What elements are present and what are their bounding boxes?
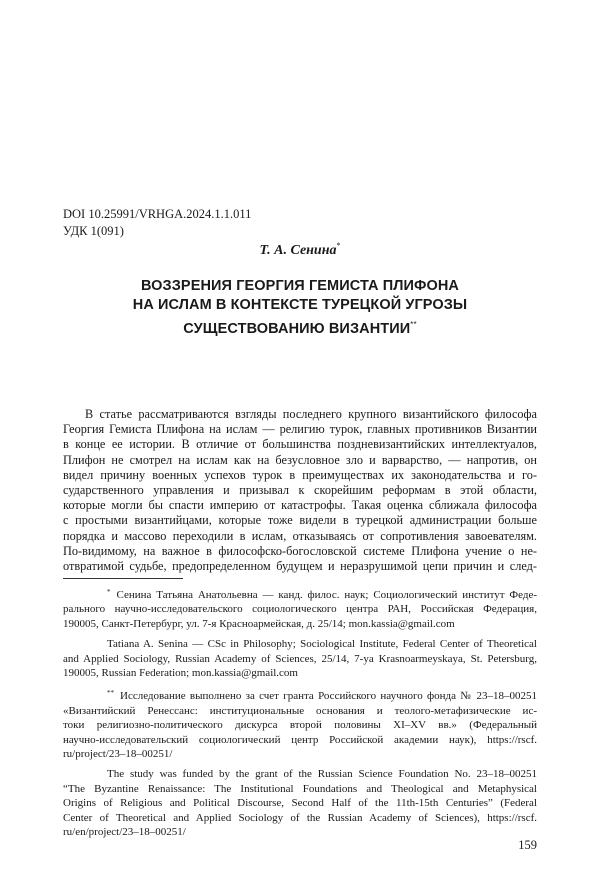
footnote-line: токи религиозно-политического дискурса второй половины XI–XV вв.» (Федеральный: [63, 719, 537, 732]
title-line: [60, 315, 540, 339]
footnote-line: научно-исследовательский социологический центр Российской академии наук), https://rscf.: [63, 733, 537, 746]
footnote-line: 190005, Russian Federation; mon.kassia@gmail.com: [63, 667, 298, 680]
footnote-text: Сенина Татьяна Анатольевна — канд. филос. наук; Социологический институт Феде-: [116, 589, 537, 601]
abstract-line: порядка и массово переходили в ислам, отказываясь от сопротивления завоевателям.: [63, 528, 537, 543]
footnote-line: and Applied Sociology, Russian Academy of Sciences, 25/14, 7-ya Krasnoarmeyskaya, St. Petersburg,: [63, 652, 537, 665]
footnote-line: 190005, Санкт-Петербург, ул. 7-я Красноармейская, д. 25/14; mon.kassia@gmail.com: [63, 617, 455, 630]
footnote-text: Исследование выполнено за счет гранта Российского научного фонда № 23–18–00251: [120, 690, 537, 703]
abstract-line: которые могли бы спасти империю от катастрофы. Такая оценка сближала философа: [63, 498, 537, 513]
footnote-line: [63, 686, 537, 703]
article-title: [60, 277, 540, 339]
footnote-line: «Византийский Ренессанс: институциональные основания и теолого-метафизические ис-: [63, 704, 537, 717]
author-footnote-mark: *: [336, 241, 341, 250]
page-number: 159: [518, 838, 537, 852]
abstract-line: отвратимой судьбе, предопределенном будущем и неразрушимой цепи причин и след-: [63, 559, 537, 574]
abstract-line: с простыми византийцами, которые тоже видели в турецкой администрации больше: [63, 513, 537, 528]
doi-line: DOI 10.25991/VRHGA.2024.1.1.011: [63, 207, 252, 221]
abstract-line: В статье рассматриваются взгляды последнего крупного византийского философа: [85, 407, 537, 421]
udk-line: УДК 1(091): [63, 224, 124, 238]
abstract-line: По-видимому, на важное в философско-богословской системе Плифона учение о не-: [63, 543, 537, 558]
footnote-mark: **: [107, 689, 114, 698]
footnote-line: [63, 585, 537, 602]
title-line: НА ИСЛАМ В КОНТЕКСТЕ ТУРЕЦКОЙ УГРОЗЫ: [132, 297, 468, 313]
title-line: ВОЗЗРЕНИЯ ГЕОРГИЯ ГЕМИСТА ПЛИФОНА: [140, 278, 460, 294]
footnote-divider: [63, 578, 183, 579]
abstract-line: сударственного управления и призывал к скорейшим реформам в этой области,: [63, 483, 537, 498]
abstract-line: Плифон не смотрел на ислам как на безусловное зло и варварство, — напротив, он: [63, 452, 537, 467]
footnote-line: ru/en/project/23–18–00251/: [63, 826, 186, 839]
footnote-mark: *: [107, 588, 111, 596]
abstract: [63, 407, 537, 574]
footnote-line: “The Byzantine Renaissance: The Institutional Foundations and Theological and Metaphysical: [63, 782, 537, 795]
abstract-line: Георгия Гемиста Плифона на ислам — религию турок, главных противников Византии: [63, 422, 537, 437]
title-line-text: СУЩЕСТВОВАНИЮ ВИЗАНТИИ: [183, 321, 411, 337]
footnotes: [63, 585, 537, 840]
author-name: [0, 241, 600, 259]
footnote-line: Center of Theoretical and Applied Sociology of the Russian Academy of Sciences), https://rscf.: [63, 811, 537, 824]
footnote-line: Origins of Religious and Political Discourse, Second Half of the 11th-15th Centuries” (Federal: [63, 797, 537, 810]
abstract-line: в конце ее истории. В отличие от большинства поздневизантийских интеллектуалов,: [63, 437, 537, 452]
title-footnote-mark: **: [410, 320, 417, 329]
footnote-line: Tatiana A. Senina — CSc in Philosophy; Sociological Institute, Federal Center of Theoretical: [107, 638, 537, 651]
footnote-line: ru/project/23–18–00251/: [63, 748, 173, 761]
author-name-text: Т. А. Сенина: [259, 243, 337, 258]
footnote-line: рального научно-исследовательского социологического центра РАН, Российская Федерация,: [63, 603, 537, 616]
abstract-line: видел причину военных успехов турок в преимуществах их законодательства и го-: [63, 467, 537, 482]
footnote-line: The study was funded by the grant of the Russian Science Foundation No. 23–18–00251: [107, 768, 537, 781]
